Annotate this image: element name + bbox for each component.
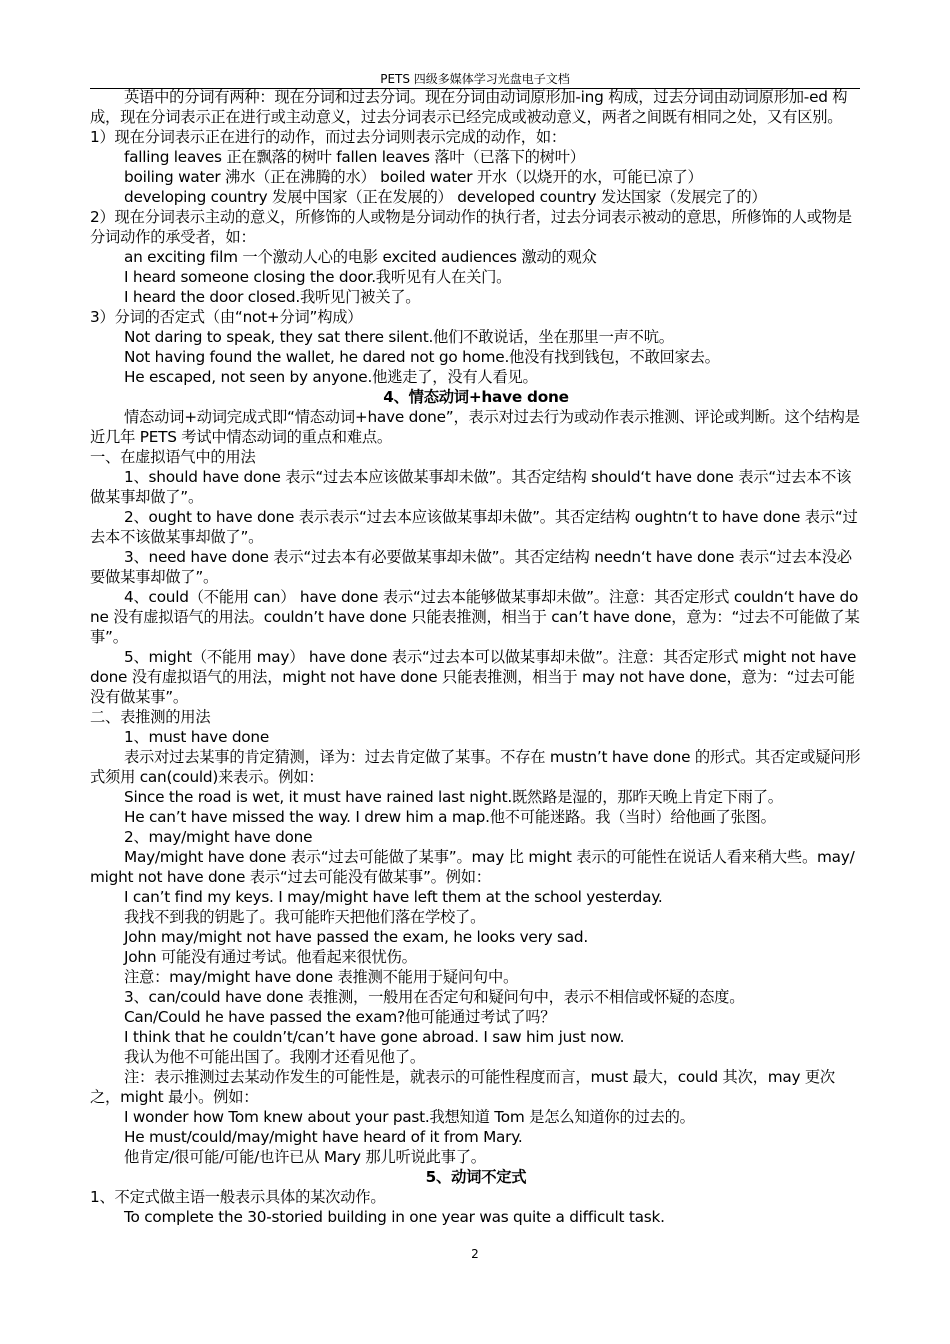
paragraph: 3、can/could have done 表推测，一般用在否定句和疑问句中，表示不相信或怀疑的态度。: [124, 988, 745, 1006]
paragraph: 二、表推测的用法: [90, 708, 211, 726]
paragraph: 1）现在分词表示正在进行的动作，而过去分词则表示完成的动作，如：: [90, 128, 566, 146]
paragraph: falling leaves 正在飘落的树叶 fallen leaves 落叶（已落下的树叶）: [124, 148, 585, 166]
paragraph: 他肯定/很可能/可能/也许已从 Mary 那儿听说此事了。: [124, 1148, 486, 1166]
paragraph: 1、不定式做主语一般表示具体的某次动作。: [90, 1188, 386, 1206]
section-heading: 5、动词不定式: [425, 1168, 527, 1186]
paragraph: 情态动词+动词完成式即“情态动词+have done”，表示对过去行为或动作表示推测、评论或判断。这个结构是近几年 PETS 考试中情态动词的重点和难点。: [90, 408, 860, 446]
paragraph: To complete the 30-storied building in one year was quite a difficult task.: [124, 1208, 665, 1226]
document-body: [90, 87, 862, 1227]
paragraph: He can’t have missed the way. I drew him a map.他不可能迷路。我（当时）给他画了张图。: [124, 808, 776, 826]
paragraph: I heard the door closed.我听见门被关了。: [124, 288, 421, 306]
paragraph: Since the road is wet, it must have rained last night.既然路是湿的，那昨天晚上肯定下雨了。: [124, 788, 783, 806]
paragraph: 3）分词的否定式（由“not+分词”构成）: [90, 308, 363, 326]
paragraph: I wonder how Tom knew about your past.我想知道 Tom 是怎么知道你的过去的。: [124, 1108, 695, 1126]
paragraph: boiling water 沸水（正在沸腾的水） boiled water 开水（以烧开的水，可能已凉了）: [124, 168, 703, 186]
paragraph: I heard someone closing the door.我听见有人在关门。: [124, 268, 512, 286]
paragraph: 2、may/might have done: [124, 828, 313, 846]
paragraph: developing country 发展中国家（正在发展的） developed country 发达国家（发展完了的）: [124, 188, 767, 206]
paragraph: John 可能没有通过考试。他看起来很忧伤。: [124, 948, 417, 966]
paragraph: 我认为他不可能出国了。我刚才还看见他了。: [124, 1048, 425, 1066]
paragraph: May/might have done 表示“过去可能做了某事”。may 比 might 表示的可能性在说话人看来稍大些。may/might not have done 表示“过去可能没有做某事”。例如：: [90, 848, 855, 886]
section-heading: 4、情态动词+have done: [383, 388, 569, 406]
paragraph: John may/might not have passed the exam, he looks very sad.: [124, 928, 588, 946]
paragraph: I can’t find my keys. I may/might have left them at the school yesterday.: [124, 888, 663, 906]
paragraph: 表示对过去某事的肯定猜测，译为：过去肯定做了某事。不存在 mustn’t have done 的形式。其否定或疑问形式须用 can(could)来表示。例如：: [90, 748, 861, 786]
page-header: PETS 四级多媒体学习光盘电子文档: [380, 72, 570, 86]
paragraph: He must/could/may/might have heard of it from Mary.: [124, 1128, 523, 1146]
paragraph: 英语中的分词有两种：现在分词和过去分词。现在分词由动词原形加-ing 构成，过去分词由动词原形加-ed 构成，现在分词表示正在进行或主动意义，过去分词表示已经完成或被动意义，两者之间既有相同之处，又有区别。: [90, 88, 848, 126]
paragraph: Can/Could he have passed the exam?他可能通过考试了吗？: [124, 1008, 556, 1026]
paragraph: 注意：may/might have done 表推测不能用于疑问句中。: [124, 968, 519, 986]
paragraph: 1、should have done 表示“过去本应该做某事却未做”。其否定结构 should‘t have done 表示“过去本不该做某事却做了”。: [90, 468, 852, 506]
paragraph: 注：表示推测过去某动作发生的可能性是，就表示的可能性程度而言，must 最大，could 其次，may 更次之，might 最小。例如：: [90, 1068, 835, 1106]
paragraph: 3、need have done 表示“过去本有必要做某事却未做”。其否定结构 needn‘t have done 表示“过去本没必要做某事却做了”。: [90, 548, 852, 586]
paragraph: 4、could（不能用 can） have done 表示“过去本能够做某事却未做”。注意：其否定形式 couldn‘t have done 没有虚拟语气的用法。couldn’t have done 只能表推测，相当于 can’t have done，意为：“过去不可能做了某事”。: [90, 588, 860, 646]
paragraph: 2、ought to have done 表示表示“过去本应该做某事却未做”。其否定结构 oughtn‘t to have done 表示“过去本不该做某事却做了”。: [90, 508, 858, 546]
paragraph: Not daring to speak, they sat there silent.他们不敢说话，坐在那里一声不吭。: [124, 328, 674, 346]
paragraph: Not having found the wallet, he dared not go home.他没有找到钱包，不敢回家去。: [124, 348, 720, 366]
paragraph: 一、在虚拟语气中的用法: [90, 448, 256, 466]
paragraph: an exciting film 一个激动人心的电影 excited audiences 激动的观众: [124, 248, 597, 266]
paragraph: 2）现在分词表示主动的意义，所修饰的人或物是分词动作的执行者，过去分词表示被动的意思，所修饰的人或物是分词动作的承受者，如：: [90, 208, 852, 246]
paragraph: 5、might（不能用 may） have done 表示“过去本可以做某事却未做”。注意：其否定形式 might not have done 没有虚拟语气的用法，might not have done 只能表推测，相当于 may not have done，意为：“过去可能没有做某事”。: [90, 648, 857, 706]
page-number: 2: [471, 1247, 479, 1261]
paragraph: I think that he couldn’t/can’t have gone abroad. I saw him just now.: [124, 1028, 625, 1046]
paragraph: He escaped, not seen by anyone.他逃走了，没有人看见。: [124, 368, 538, 386]
paragraph: 我找不到我的钥匙了。我可能昨天把他们落在学校了。: [124, 908, 486, 926]
paragraph: 1、must have done: [124, 728, 270, 746]
